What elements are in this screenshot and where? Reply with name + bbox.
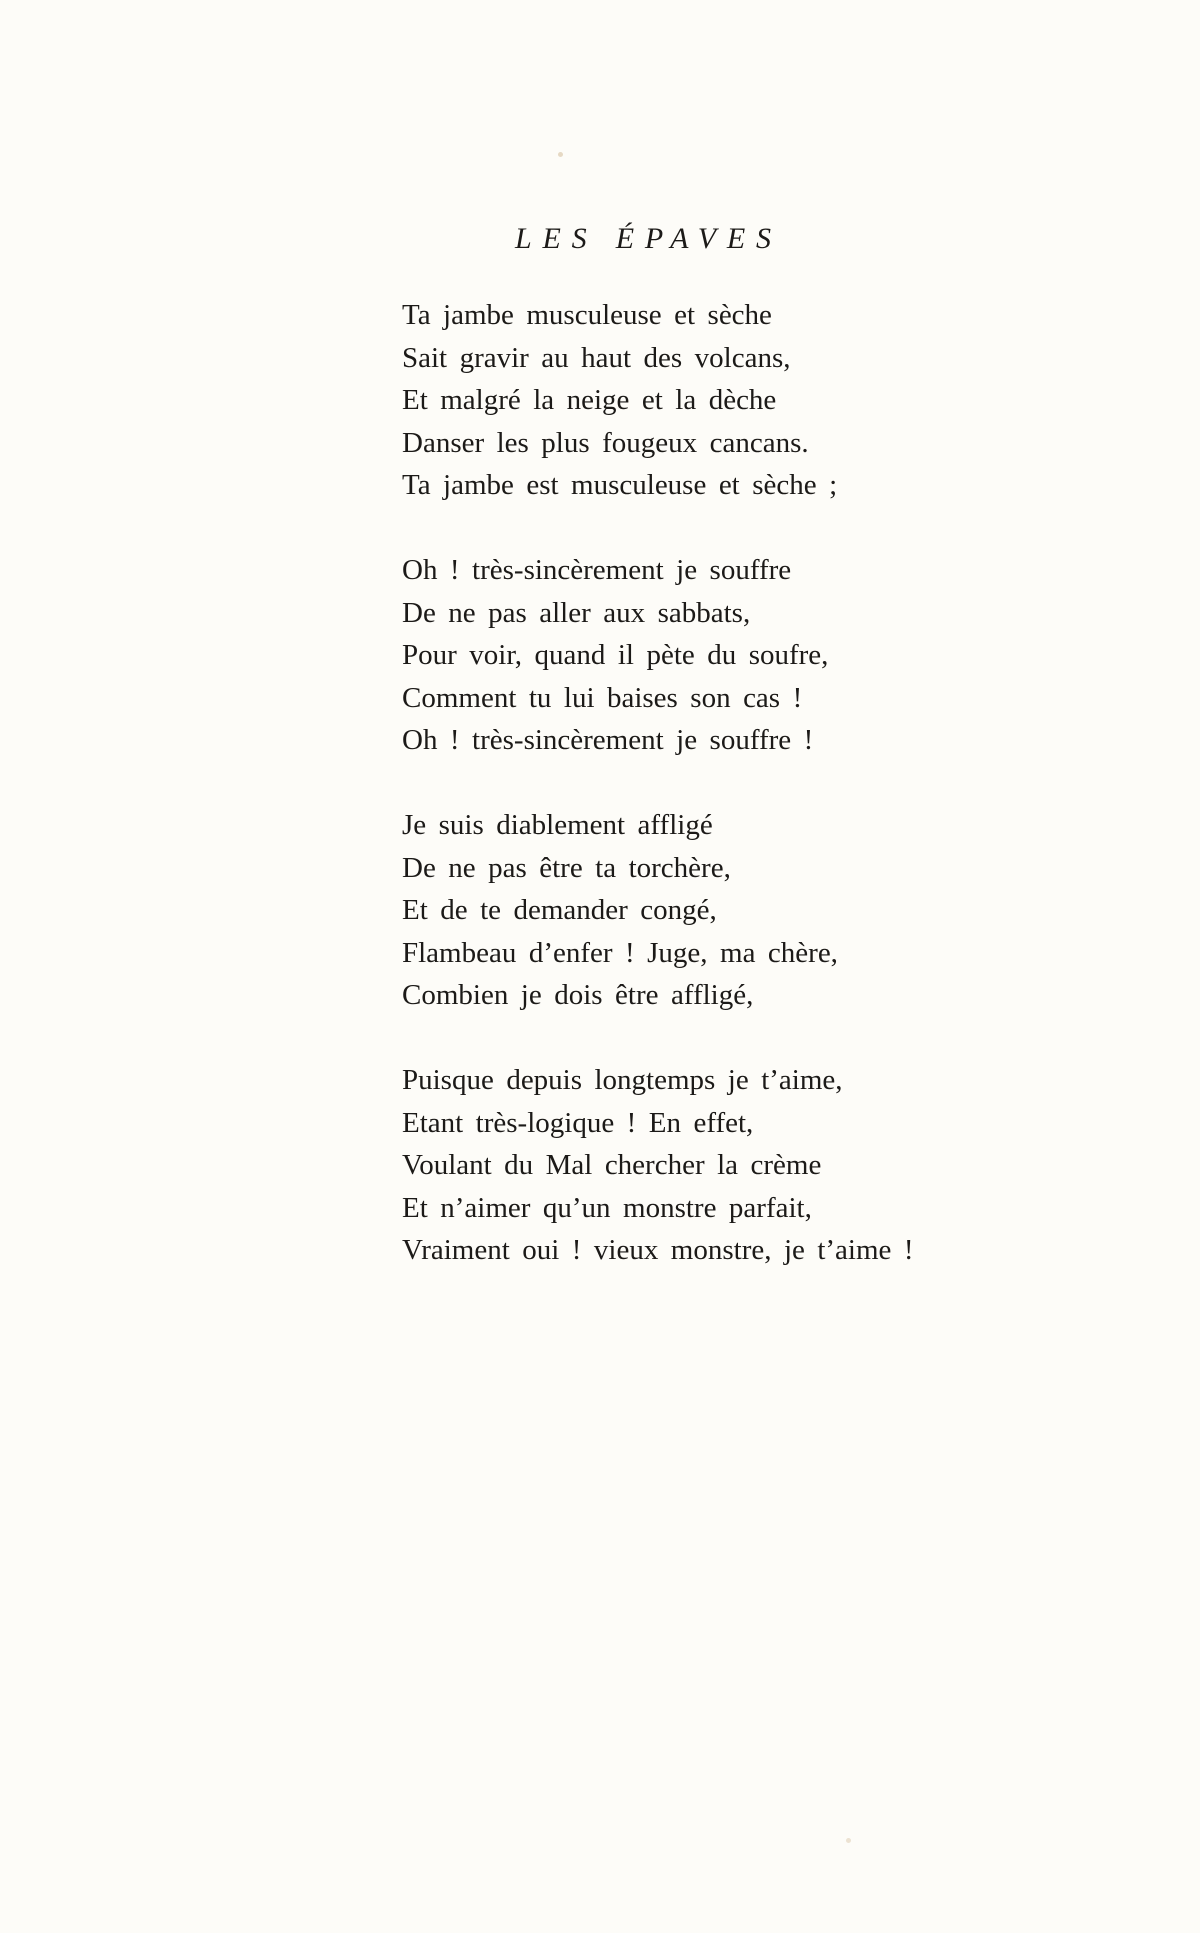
verse-line: Ta jambe musculeuse et sèche [402,299,772,331]
verse-line: Comment tu lui baises son cas ! [402,681,803,714]
verse-line: Je suis diablement affligé [402,808,713,841]
verse-line: De ne pas être ta torchère, [402,851,731,884]
verse-line: Danser les plus fougeux cancans. [402,426,809,459]
verse-line: Sait gravir au haut des volcans, [402,341,791,374]
paper-speck [846,1838,851,1843]
running-head: LES ÉPAVES [515,222,782,255]
stanza [402,804,1042,1017]
verse-line: Voulant du Mal chercher la crème [402,1149,822,1182]
verse-line: Ta jambe est musculeuse et sèche ; [402,469,838,502]
verse-line: Etant très-logique ! En effet, [402,1106,754,1139]
verse-line: Et malgré la neige et la dèche [402,384,777,417]
verse-line: Puisque depuis longtemps je t’aime, [402,1063,843,1096]
stanza [402,549,1042,762]
stanza [402,294,1042,507]
verse-line: Pour voir, quand il pète du soufre, [402,639,829,672]
verse-line: Flambeau d’enfer ! Juge, ma chère, [402,936,838,969]
verse-line: Combien je dois être affligé, [402,979,754,1012]
verse-line: Oh ! très-sincèrement je souffre [402,553,792,586]
stanza [402,1059,1042,1272]
verse-line: Et de te demander congé, [402,894,717,927]
poem [402,294,1042,1314]
paper-speck [558,152,563,157]
verse-line: Vraiment oui ! vieux monstre, je t’aime ! [402,1234,914,1267]
verse-line: Oh ! très-sincèrement je souffre ! [402,724,814,757]
verse-line: Et n’aimer qu’un monstre parfait, [402,1191,812,1224]
verse-line: De ne pas aller aux sabbats, [402,596,751,629]
